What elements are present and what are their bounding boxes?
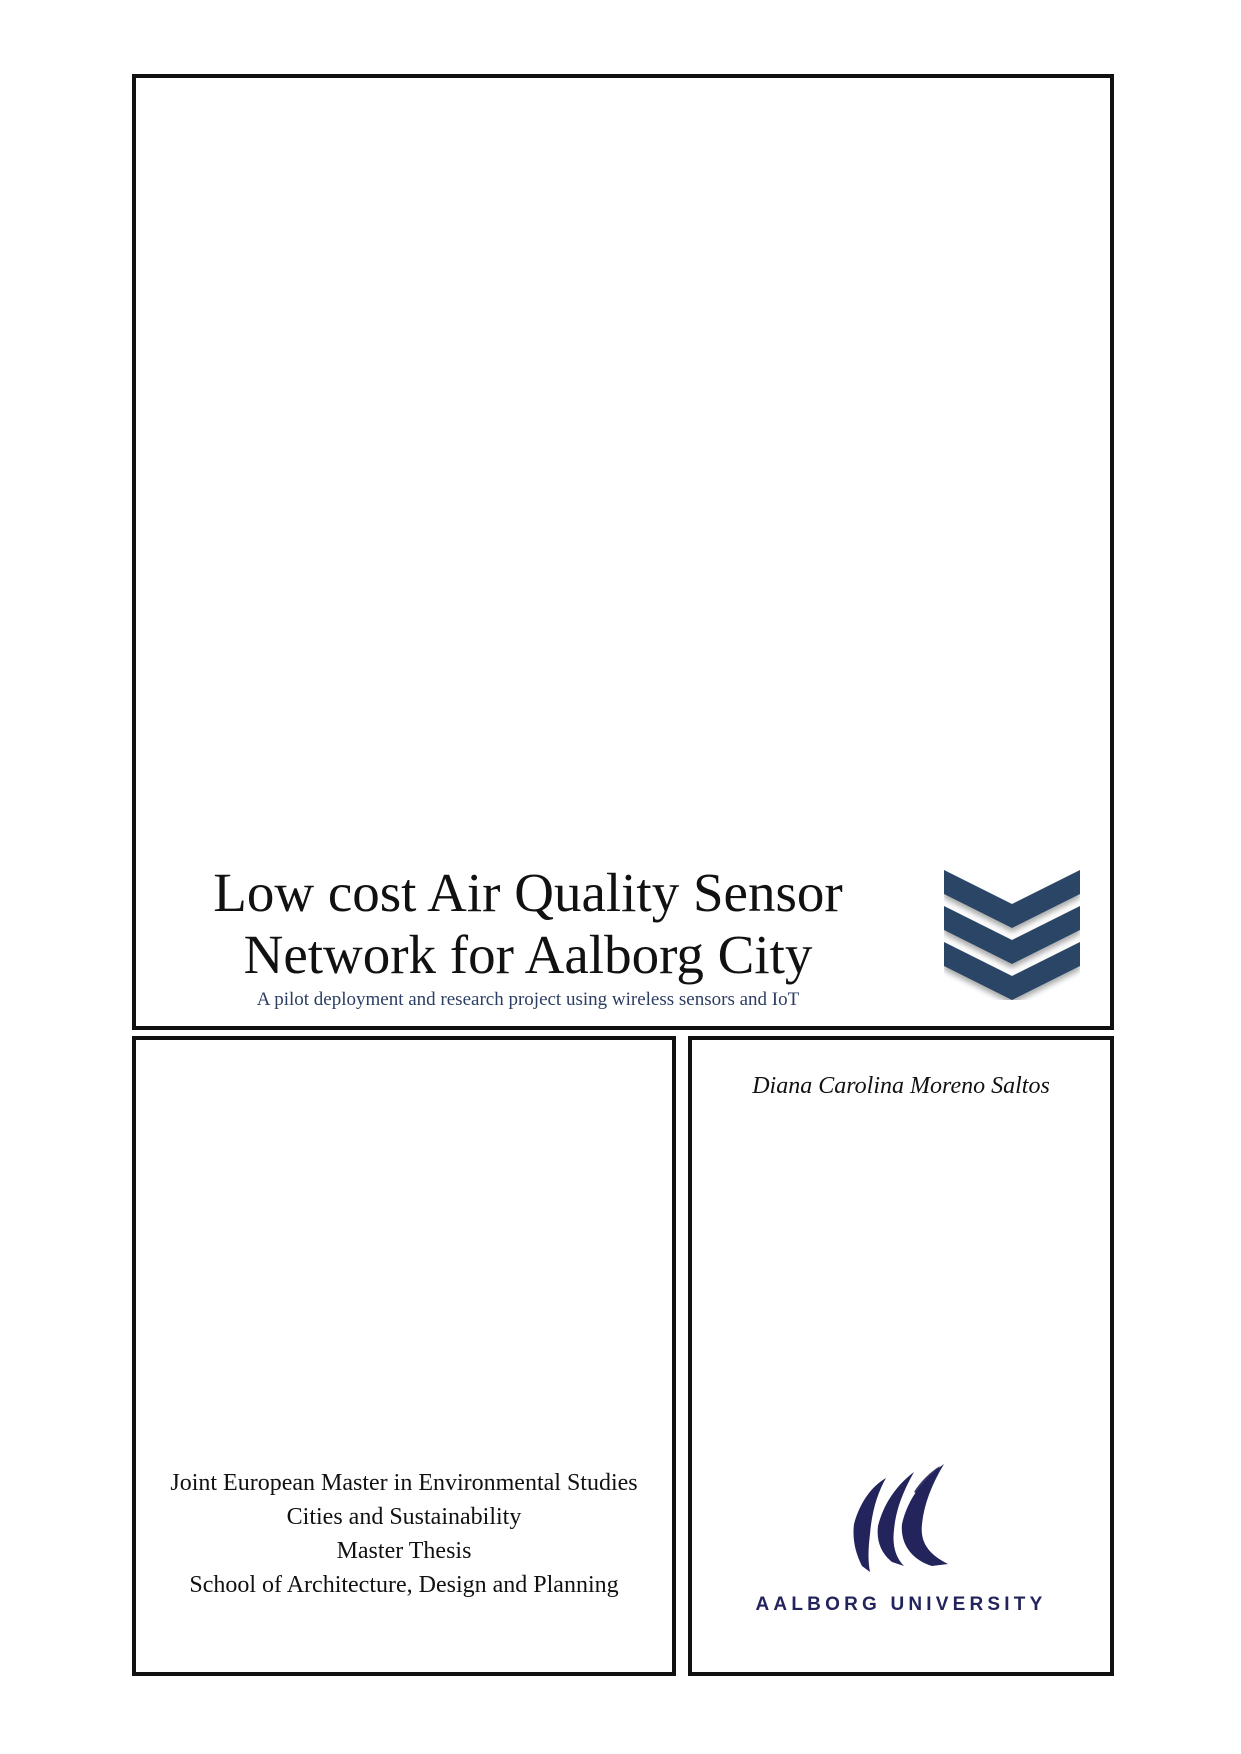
program-line-school: School of Architecture, Design and Planning bbox=[189, 1572, 619, 1598]
university-wordmark bbox=[692, 1588, 1110, 1618]
program-frame bbox=[132, 1036, 676, 1676]
program-line-degree: Joint European Master in Environmental Studies bbox=[170, 1470, 638, 1496]
author-frame bbox=[688, 1036, 1114, 1676]
title-block bbox=[148, 862, 908, 1012]
subtitle: A pilot deployment and research project using wireless sensors and IoT bbox=[256, 989, 800, 1010]
triple-chevron-down-icon bbox=[944, 868, 1080, 1000]
title-line-1: Low cost Air Quality Sensor bbox=[213, 862, 843, 923]
program-line-specialization: Cities and Sustainability bbox=[286, 1504, 522, 1530]
author-name: Diana Carolina Moreno Saltos bbox=[752, 1073, 1050, 1099]
program-block bbox=[136, 1466, 672, 1602]
university-name: AALBORG UNIVERSITY bbox=[755, 1594, 1047, 1615]
program-line-type: Master Thesis bbox=[336, 1538, 472, 1564]
title-line-2: Network for Aalborg City bbox=[243, 924, 813, 985]
aalborg-university-logo-icon bbox=[852, 1462, 954, 1574]
